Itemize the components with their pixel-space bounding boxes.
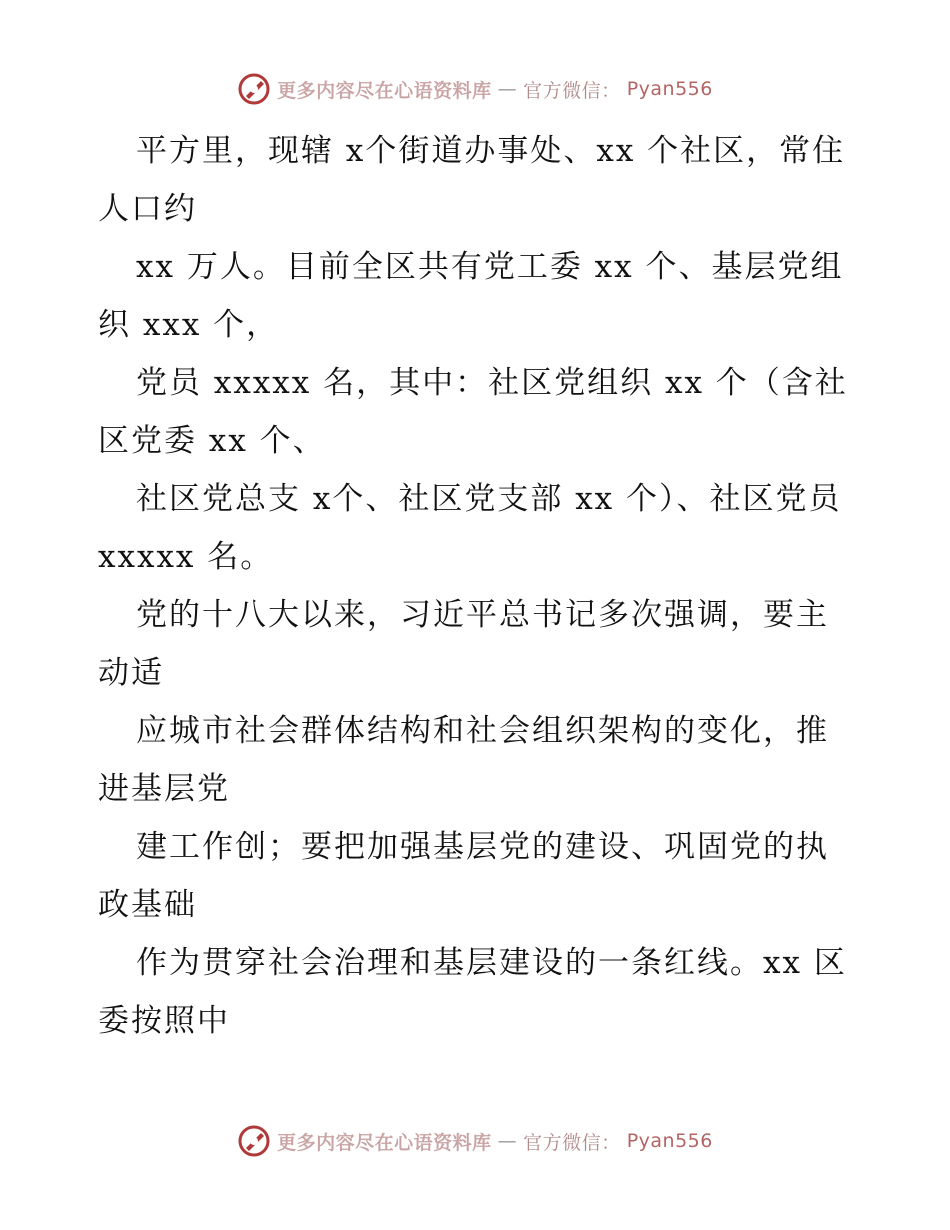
quill-seal-icon — [237, 1124, 271, 1158]
paragraph-8: 作为贯穿社会治理和基层建设的一条红线。xx 区委按照中 — [98, 945, 847, 1039]
banner-wechat-label: 官方微信： — [523, 79, 621, 102]
document-body — [98, 122, 858, 1050]
header-watermark-banner — [0, 72, 950, 106]
paragraph-5: 党的十八大以来，习近平总书记多次强调，要主动适 — [98, 597, 829, 691]
banner-separator: — — [497, 78, 518, 100]
banner-wechat-id: Pyan556 — [626, 78, 713, 100]
banner-wechat-id: Pyan556 — [626, 1130, 713, 1152]
quill-seal-icon — [237, 72, 271, 106]
paragraph-1: 平方里，现辖 x个街道办事处、xx 个社区，常住人口约 — [98, 133, 846, 227]
paragraph-6: 应城市社会群体结构和社会组织架构的变化，推进基层党 — [98, 713, 829, 807]
paragraph-2: xx 万人。目前全区共有党工委 xx 个、基层党组织 xxx 个， — [98, 249, 844, 343]
banner-wechat-label: 官方微信： — [523, 1131, 621, 1154]
banner-separator: — — [497, 1130, 518, 1152]
paragraph-3: 党员 xxxxx 名，其中：社区党组织 xx 个（含社区党委 xx 个、 — [98, 365, 848, 459]
footer-watermark-banner — [0, 1124, 950, 1158]
banner-main-text: 更多内容尽在心语资料库 — [277, 79, 492, 102]
paragraph-7: 建工作创；要把加强基层党的建设、巩固党的执政基础 — [98, 829, 829, 923]
paragraph-4: 社区党总支 x个、社区党支部 xx 个）、社区党员 xxxxx 名。 — [98, 481, 842, 575]
banner-main-text: 更多内容尽在心语资料库 — [277, 1131, 492, 1154]
